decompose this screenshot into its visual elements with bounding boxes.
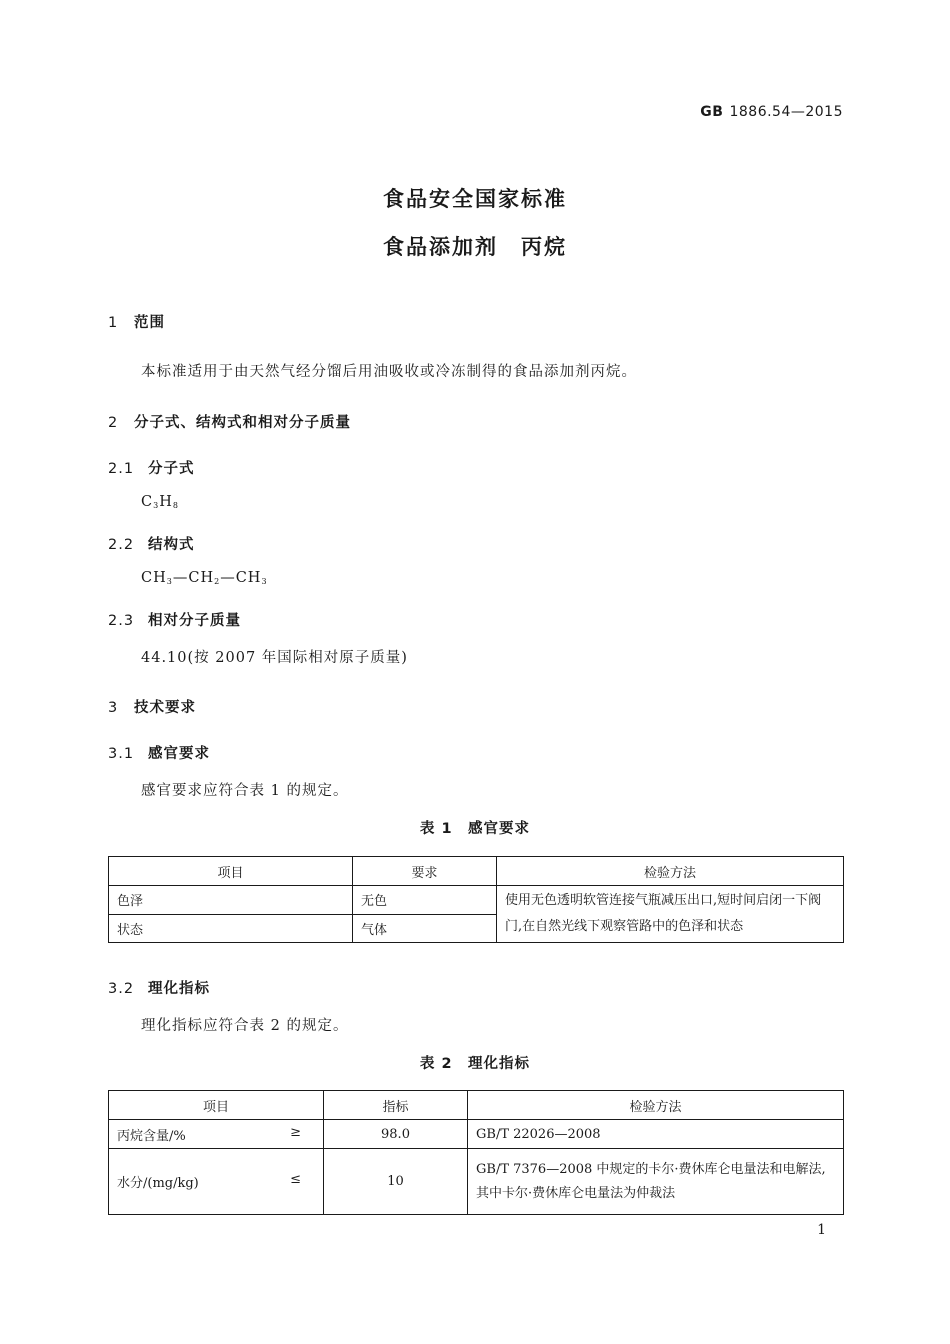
header-method: 检验方法	[497, 857, 844, 886]
page-number: 1	[817, 1222, 826, 1238]
section-title: 分子式、结构式和相对分子质量	[134, 415, 351, 431]
table-header-row	[109, 1091, 844, 1120]
method-cell: GB/T 7376—2008 中规定的卡尔·费休库仑电量法和电解法,其中卡尔·费休库仑电量法为仲裁法	[468, 1149, 844, 1215]
sub-title: 食品添加剂 丙烷	[383, 235, 567, 259]
item-label: 丙烷含量/%	[117, 1128, 186, 1144]
formula-subscript: 3	[166, 577, 173, 586]
formula-group: —CH	[172, 570, 215, 586]
value-cell: 98.0	[324, 1120, 468, 1149]
section-number: 2	[108, 415, 119, 431]
section-title: 理化指标	[148, 981, 210, 997]
item-cell	[109, 1149, 324, 1215]
item-cell	[109, 1120, 324, 1149]
formula-subscript: 8	[172, 501, 179, 510]
formula-group: —CH	[220, 570, 262, 586]
section-2-heading	[108, 411, 351, 432]
method-cell: GB/T 22026—2008	[468, 1120, 844, 1149]
table-row	[109, 1149, 844, 1215]
section-1-text: 本标准适用于由天然气经分馏后用油吸收或冷冻制得的食品添加剂丙烷。	[141, 364, 637, 380]
section-number: 2.2	[108, 537, 135, 553]
table-1-caption: 表 1 感官要求	[419, 821, 531, 837]
comparison-symbol: ≤	[290, 1172, 301, 1187]
sensory-table	[108, 856, 844, 943]
header-index: 指标	[324, 1091, 468, 1120]
section-3-1-text: 感官要求应符合表 1 的规定。	[141, 783, 349, 799]
formula-atom: H	[159, 494, 173, 510]
section-title: 结构式	[148, 537, 195, 553]
standard-code: 1886.54—2015	[729, 104, 843, 120]
section-number: 3.1	[108, 746, 135, 762]
section-title: 感官要求	[148, 746, 210, 762]
main-title: 食品安全国家标准	[383, 187, 567, 211]
item-label: 水分/(mg/kg)	[117, 1176, 199, 1191]
header-item: 项目	[109, 857, 353, 886]
section-title: 范围	[134, 315, 165, 331]
section-title: 分子式	[148, 461, 195, 477]
section-2-1-heading	[108, 457, 195, 478]
section-1-heading	[108, 311, 165, 332]
requirement-cell: 气体	[353, 914, 497, 943]
item-cell: 色泽	[109, 886, 353, 915]
section-title: 技术要求	[134, 700, 196, 716]
section-2-2-heading	[108, 533, 195, 554]
value-cell: 10	[324, 1149, 468, 1215]
header-requirement: 要求	[353, 857, 497, 886]
formula-subscript: 3	[153, 501, 160, 510]
section-3-heading	[108, 696, 196, 717]
section-number: 1	[108, 315, 119, 331]
header-item: 项目	[109, 1091, 324, 1120]
molecular-mass-text: 44.10(按 2007 年国际相对原子质量)	[141, 650, 408, 666]
standard-number	[700, 104, 843, 120]
section-title: 相对分子质量	[148, 613, 241, 629]
table-row	[109, 886, 844, 915]
table-2-caption: 表 2 理化指标	[419, 1056, 531, 1072]
section-3-2-heading	[108, 977, 210, 998]
method-cell: 使用无色透明软管连接气瓶减压出口,短时间启闭一下阀门,在自然光线下观察管路中的色泽和状态	[497, 886, 844, 943]
section-number: 2.3	[108, 613, 135, 629]
requirement-cell: 无色	[353, 886, 497, 915]
structural-formula	[141, 570, 268, 586]
section-3-2-text: 理化指标应符合表 2 的规定。	[141, 1018, 349, 1034]
physicochemical-table	[108, 1090, 844, 1215]
formula-atom: C	[141, 494, 154, 510]
header-method: 检验方法	[468, 1091, 844, 1120]
section-2-3-heading	[108, 609, 241, 630]
comparison-symbol: ≥	[290, 1124, 301, 1140]
molecular-formula	[141, 494, 179, 510]
table-row	[109, 1120, 844, 1149]
section-number: 3.2	[108, 981, 135, 997]
section-number: 2.1	[108, 461, 135, 477]
item-cell: 状态	[109, 914, 353, 943]
section-number: 3	[108, 700, 119, 716]
formula-group: CH	[141, 570, 167, 586]
standard-prefix: GB	[700, 104, 724, 120]
formula-subscript: 2	[214, 577, 221, 586]
section-3-1-heading	[108, 742, 210, 763]
formula-subscript: 3	[261, 577, 268, 586]
table-header-row	[109, 857, 844, 886]
